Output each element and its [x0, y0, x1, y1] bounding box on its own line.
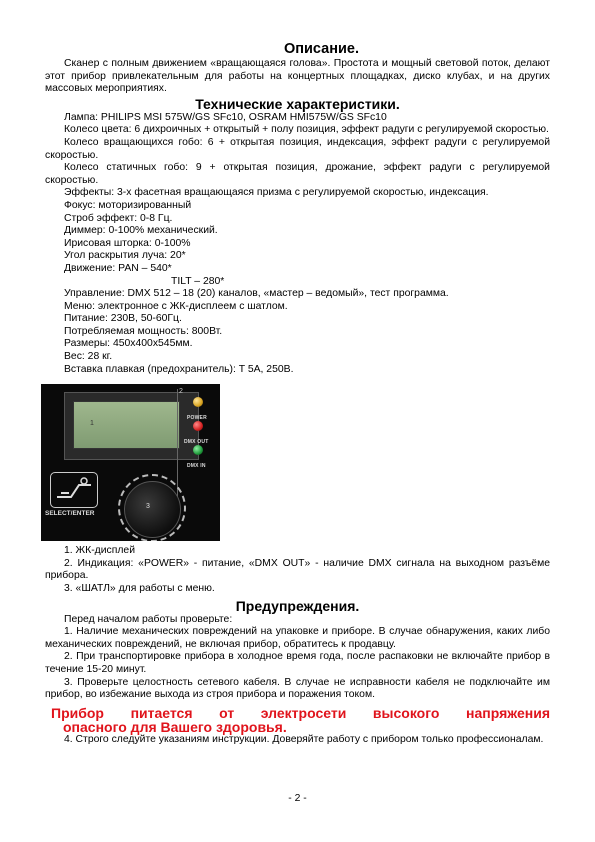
dmx-in-led-icon — [193, 445, 203, 455]
control-panel-photo — [41, 384, 220, 541]
dmx-in-led-label: DMX IN — [187, 463, 206, 470]
dmx-out-led-icon — [193, 421, 203, 431]
spec-focus: Фокус: моторизированный — [64, 199, 192, 211]
page-number: - 2 - — [288, 793, 307, 804]
power-led-label: POWER — [187, 415, 207, 422]
warning-item-2: 2. При транспортировке прибора в холодное время года, после распаковки не включайте прибор в течение 15-20 минут. — [45, 651, 550, 675]
document-page — [45, 40, 550, 746]
select-enter-symbol — [50, 472, 98, 508]
warning-item-3: 3. Проверьте целостность сетевого кабеля. В случае не исправности кабеля не подключайте им прибор, во избежание выхода из строя прибора и поражения током. — [45, 676, 550, 701]
lcd-display — [73, 401, 180, 449]
legend-item: 2. Индикация: «POWER» - питание, «DMX OUT» - наличие DMX сигнала на выходном разъёме прибора. — [45, 557, 550, 582]
legend-item: 1. ЖК-дисплей — [64, 545, 135, 557]
spec-tilt: TILT – 280* — [171, 275, 225, 287]
spec-iris: Ирисовая шторка: 0-100% — [64, 237, 191, 249]
legend-item: 3. «ШАТЛ» для работы с меню. — [64, 583, 215, 595]
callout-3-label: 3 — [146, 503, 150, 511]
jog-dial-knob — [124, 481, 181, 538]
power-led-icon — [193, 397, 203, 407]
spec-dimensions: Размеры: 450х400х545мм. — [64, 338, 193, 350]
spec-control: Управление: DMX 512 – 18 (20) каналов, «мастер – ведомый», тест программа. — [64, 288, 449, 300]
spec-strobe: Строб эффект: 0-8 Гц. — [64, 212, 173, 224]
description-heading: Описание. — [283, 41, 360, 57]
spec-color-wheel: Колесо цвета: 6 дихроичных + открытый + полу позиция, эффект радуги с регулируемой скоростью. — [64, 124, 549, 136]
spec-rotating-gobo: Колесо вращающихся гобо: 6 + открытая позиция, индексация, эффект радуги с регулируемой скоростью. — [45, 136, 550, 161]
danger-line-1: Прибор питается от электросети высокого напряжения — [51, 704, 550, 721]
description-text: Сканер с полным движением «вращающаяся голова». Простота и мощный световой поток, делают этот прибор привлекательным для работы на концертных площадках, диско клубах, и на других массовых мероприятиях. — [45, 58, 550, 95]
callout-2-label: 2 — [179, 388, 183, 396]
danger-line-2: опасного для Вашего здоровья. — [63, 718, 287, 735]
select-enter-label: SELECT/ENTER — [45, 510, 95, 518]
specs-heading: Технические характеристики. — [195, 95, 400, 112]
spec-fuse: Вставка плавкая (предохранитель): T 5A, 250B. — [64, 363, 294, 375]
select-enter-icon — [51, 473, 97, 507]
spec-static-gobo: Колесо статичных гобо: 9 + открытая позиция, дрожание, эффект радуги с регулируемой скоростью. — [45, 162, 550, 186]
spec-consumption: Потребляемая мощность: 800Вт. — [64, 325, 223, 337]
callout-1-label: 1 — [90, 420, 94, 428]
warnings-heading: Предупреждения. — [235, 597, 360, 614]
warning-item-4: 4. Строго следуйте указаниям инструкции. Доверяйте работу с прибором только профессионалам. — [64, 733, 544, 745]
spec-dimmer: Диммер: 0-100% механический. — [64, 225, 218, 237]
lcd-display-frame — [64, 392, 199, 460]
spec-weight: Вес: 28 кг. — [64, 351, 113, 363]
panel-legend — [45, 545, 550, 595]
warnings-intro: Перед началом работы проверьте: — [64, 613, 233, 625]
spec-effects: Эффекты: 3-х фасетная вращающаяся призма с регулируемой скоростью, индексация. — [64, 187, 489, 199]
specs-list — [45, 112, 550, 376]
dmx-out-led-label: DMX OUT — [184, 439, 209, 446]
warning-item-1: 1. Наличие механических повреждений на упаковке и приборе. В случае обнаружения, каких либо механических повреждений, не включая прибор, обратитесь к продавцу. — [45, 626, 550, 650]
danger-warning — [51, 706, 550, 734]
spec-beam-angle: Угол раскрытия луча: 20* — [64, 250, 186, 262]
spec-lamp: Лампа: PHILIPS MSI 575W/GS SFc10, OSRAM HMI575W/GS SFc10 — [64, 111, 387, 123]
spec-power: Питание: 230В, 50-60Гц. — [64, 313, 182, 325]
spec-pan: Движение: PAN – 540* — [64, 262, 172, 274]
spec-menu: Меню: электронное с ЖК-дисплеем с шатлом. — [64, 300, 288, 312]
